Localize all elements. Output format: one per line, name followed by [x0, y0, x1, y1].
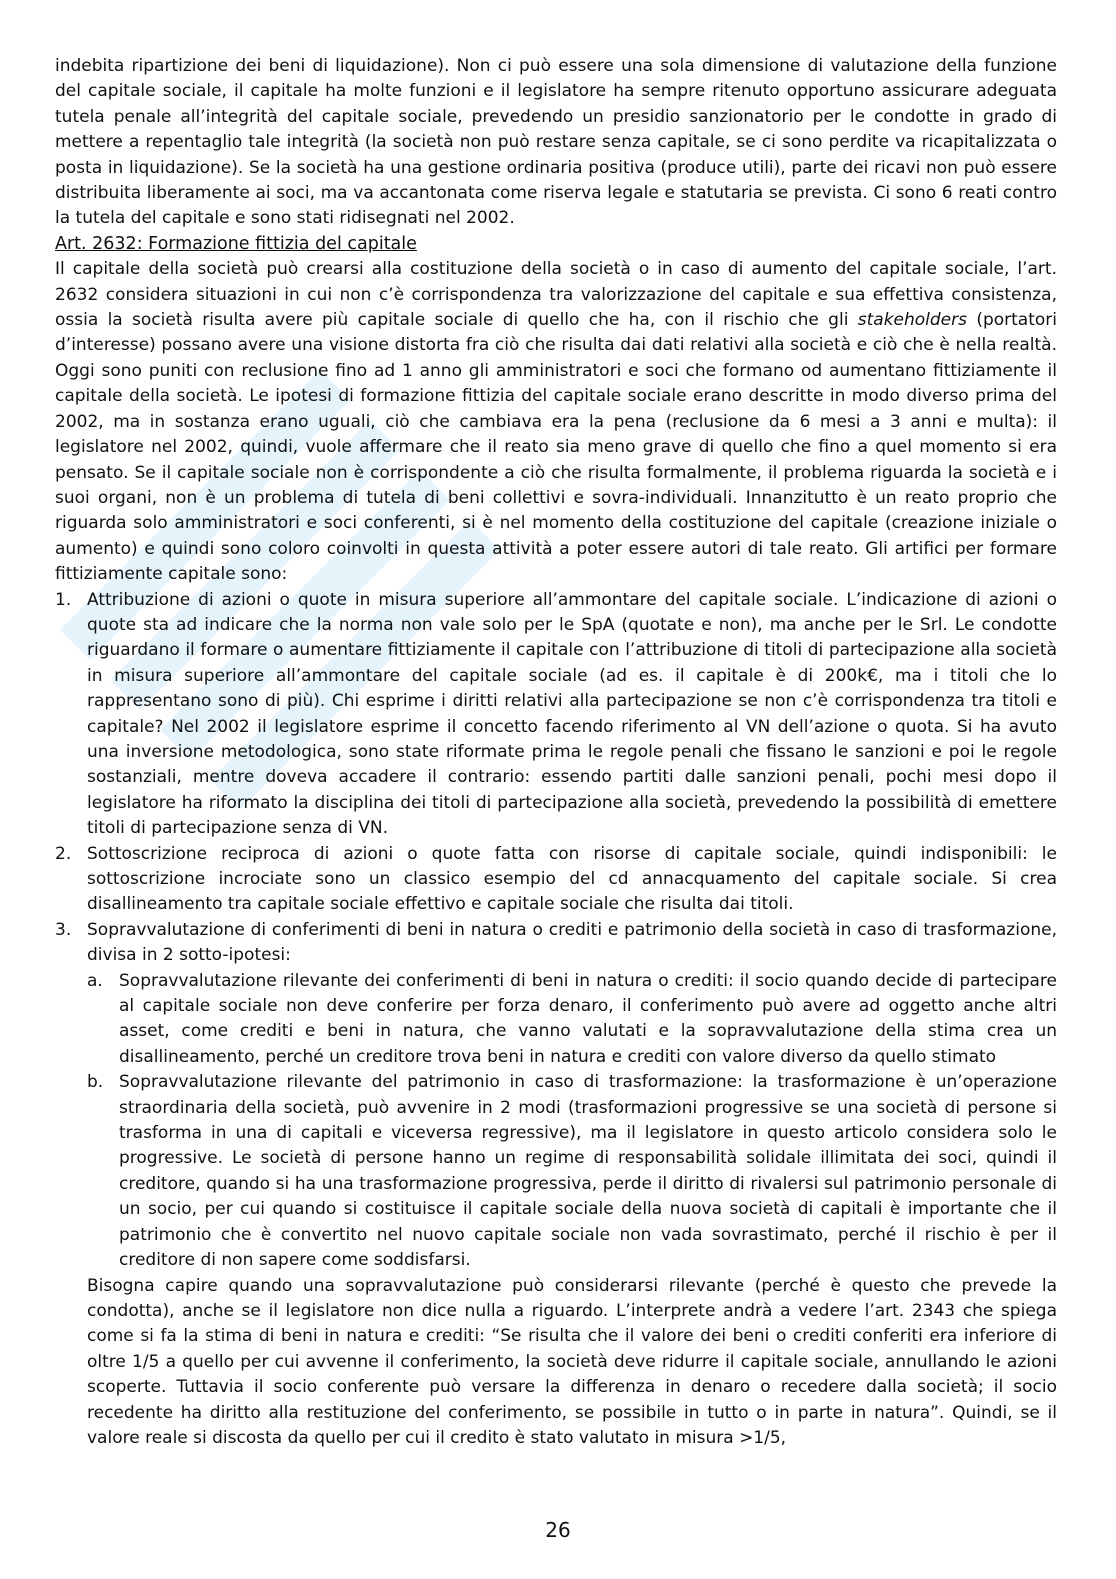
intro-paragraph: indebita ripartizione dei beni di liquidazione). Non ci può essere una sola dimensione di valutazione della funzione del capitale sociale, il capitale ha molte funzioni e il legislatore ha sempre ritenuto opportuno assicurare adeguata tutela penale all’integrità del capitale sociale, prevedendo un presidio sanzionatorio per le condotte in grado di mettere a repentaglio tale integrità (la società non può restare senza capitale, se ci sono perdite va ricapitalizzata o posta in liquidazione). Se la società ha una gestione ordinaria positiva (produce utili), parte dei ricavi non può essere distribuita liberamente ai soci, ma va accantonata come riserva legale e statutaria se prevista. Ci sono 6 reati contro la tutela del capitale e sono stati ridisegnati nel 2002. — [55, 56, 1057, 229]
list-item-3 — [55, 918, 1057, 1452]
body-text-end: (portatori d’interesse) possano avere una visione distorta fra ciò che risulta dai dati relativi alla società e ciò che è nella realtà. Oggi sono puniti con reclusione fino ad 1 anno gli amministratori e soci che formano od aumentano fittiziamente il capitale della società. Le ipotesi di formazione fittizia del capitale sociale erano descritte in modo diverso prima del 2002, ma in sostanza erano uguali, ciò che cambiava era la pena (reclusione da 6 mesi a 3 anni e multa): il legislatore nel 2002, quindi, vuole affermare che il reato sia meno grave di quello che fino a quel momento si era pensato. Se il capitale sociale non è corrispondente a ciò che risulta formalmente, il problema riguarda la società e i suoi organi, non è un problema di tutela di beni collettivi e sovra-individuali. Innanzitutto è un reato proprio che riguarda solo amministratori e soci conferenti, si è nel momento della costituzione del capitale (creazione iniziale o aumento) e quindi sono coloro coinvolti in questa attività a poter essere autori di tale reato. Gli artifici per formare fittiziamente capitale sono: — [55, 310, 1057, 585]
body-text-start: Il capitale della società può crearsi alla costituzione della società o in caso di aumento del capitale sociale, l’art. 2632 considera situazioni in cui non c’è corrispondenza tra valorizzazione del capitale e sua effettiva consistenza, ossia la società risulta avere più capitale sociale di quello che ha, con il rischio che gli — [55, 259, 1057, 331]
sub-list — [87, 969, 1057, 1274]
sub-item-text: Sopravvalutazione rilevante del patrimonio in caso di trasformazione: la trasformazione è un’operazione straordinaria della società, può avvenire in 2 modi (trasformazioni progressive se una società di persone si trasforma in una di capitali e viceversa regressive), ma il legislatore in questo articolo considera solo le progressive. Le società di persone hanno un regime di responsabilità solidale illimitata dei soci, quindi il creditore, quando si ha una trasformazione progressiva, perde il diritto di rivalersi sul patrimonio personale di un socio, per cui quando si costituisce il capitale sociale della nuova società di capitali è importante che il patrimonio che è convertito nel nuovo capitale sociale non vada sovrastimato, perché il rischio è per il creditore di non sapere come soddisfarsi. — [119, 1072, 1057, 1271]
list-item-1 — [55, 588, 1057, 842]
list-marker: 3. — [55, 919, 72, 940]
list-item-text: Sopravvalutazione di conferimenti di beni in natura o crediti e patrimonio della società in caso di trasformazione, divisa in 2 sotto-ipotesi: — [87, 919, 1057, 966]
body-paragraph — [55, 257, 1057, 587]
page-number: 26 — [545, 1518, 571, 1542]
sub-list-marker: a. — [87, 970, 103, 991]
list-item-2 — [55, 842, 1057, 918]
body-italic-term: stakeholders — [857, 310, 967, 331]
list-item-continuation: Bisogna capire quando una sopravvalutazione può considerarsi rilevante (perché è questo che prevede la condotta), anche se il legislatore non dice nulla a riguardo. L’interprete andrà a vedere l’art. 2343 che spiega come si fa la stima di beni in natura e crediti: “Se risulta che il valore dei beni o crediti conferiti era inferiore di oltre 1/5 a quello per cui avvenne il conferimento, la società deve ridurre il capitale sociale, annullando le azioni scoperte. Tuttavia il socio conferente può versare la differenza in denaro o recedere dalla società; il socio recedente ha diritto alla restituzione del conferimento, se possibile in tutto o in parte in natura”. Quindi, se il valore reale si discosta da quello per cui il credito è stato valutato in misura >1/5, — [87, 1275, 1057, 1448]
list-item-text: Attribuzione di azioni o quote in misura superiore all’ammontare del capitale sociale. L’indicazione di azioni o quote sta ad indicare che la norma non vale solo per le SpA (quotate e non), ma anche per le Srl. Le condotte riguardano il formare o aumentare fittiziamente il capitale con l’attribuzione di titoli di partecipazione alla società in misura superiore all’ammontare del capitale sociale (ad es. il capitale è di 200k€, ma i titoli che lo rappresentano sono di più). Chi esprime i diritti relativi alla partecipazione se non c’è corrispondenza tra titoli e capitale? Nel 2002 il legislatore esprime il concetto facendo riferimento al VN dell’azione o quota. Si ha avuto una inversione metodologica, sono state riformate prima le regole penali che fissano le sanzioni e poi le regole sostanziali, mentre doveva accadere il contrario: essendo partiti dalle sanzioni penali, pochi mesi dopo il legislatore ha riformato la disciplina dei titoli di partecipazione alla società, prevedendo la possibilità di emettere titoli di partecipazione senza di VN. — [87, 589, 1057, 839]
list-marker: 2. — [55, 843, 72, 864]
section-heading: Art. 2632: Formazione fittizia del capitale — [55, 233, 417, 254]
list-item-text: Sottoscrizione reciproca di azioni o quote fatta con risorse di capitale sociale, quindi indisponibili: le sottoscrizione incrociate sono un classico esempio del cd annacquamento del capitale sociale. Si crea disallineamento tra capitale sociale effettivo e capitale sociale che risulta dai titoli. — [87, 843, 1057, 915]
list-marker: 1. — [55, 589, 72, 610]
sub-item-b — [87, 1070, 1057, 1273]
document-page — [55, 54, 1057, 1451]
sub-list-marker: b. — [87, 1072, 104, 1093]
sub-item-a — [87, 969, 1057, 1071]
numbered-list — [55, 588, 1057, 1452]
sub-item-text: Sopravvalutazione rilevante dei conferimenti di beni in natura o crediti: il socio quando decide di partecipare al capitale sociale non deve conferire per forza denaro, il conferimento può avere ad oggetto anche altri asset, come crediti e beni in natura, che vanno valutati e la sopravvalutazione della stima crea un disallineamento, perché un creditore trova beni in natura e crediti con valore diverso da quello stimato — [119, 970, 1057, 1067]
